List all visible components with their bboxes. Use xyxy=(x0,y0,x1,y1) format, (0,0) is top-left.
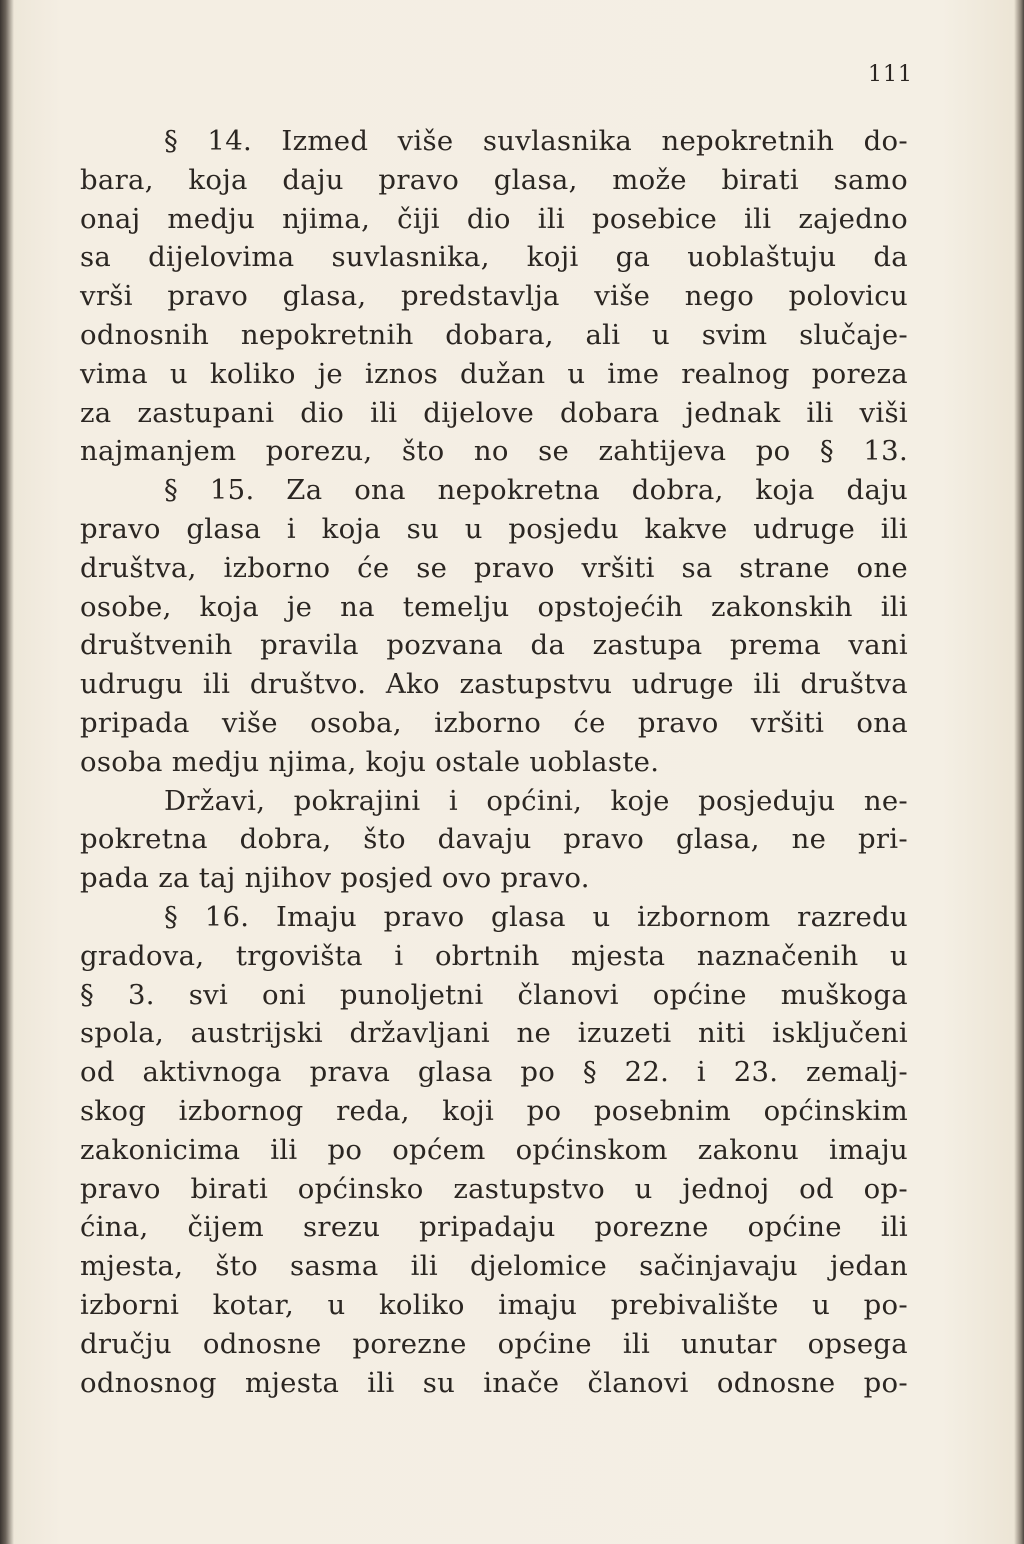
text-line: onaj medju njima, čiji dio ili posebice ili zajedno xyxy=(80,202,908,235)
text-line: vrši pravo glasa, predstavlja više nego polovicu xyxy=(80,280,908,313)
text-line: § 15. Za ona nepokretna dobra, koja daju xyxy=(164,474,908,507)
text-line: zakonicima ili po općem općinskom zakonu imaju xyxy=(80,1133,908,1166)
text-line: § 3. svi oni punoljetni članovi općine muškoga xyxy=(80,978,908,1011)
text-line: § 16. Imaju pravo glasa u izbornom razredu xyxy=(164,900,908,933)
text-line: spola, austrijski državljani ne izuzeti niti isključeni xyxy=(80,1017,908,1050)
page-edge xyxy=(1014,0,1024,1544)
text-line: sa dijelovima suvlasnika, koji ga uoblaštuju da xyxy=(80,241,908,274)
text-line: društva, izborno će se pravo vršiti sa strane one xyxy=(80,551,908,584)
text-line: bara, koja daju pravo glasa, može birati samo xyxy=(80,163,908,196)
text-line: skog izbornog reda, koji po posebnim općinskim xyxy=(80,1094,908,1127)
text-line: pripada više osoba, izborno će pravo vršiti ona xyxy=(80,706,908,739)
text-line: dručju odnosne porezne općine ili unutar opsega xyxy=(80,1327,908,1360)
text-line: pravo glasa i koja su u posjedu kakve udruge ili xyxy=(80,512,908,545)
text-line: osobe, koja je na temelju opstojećih zakonskih ili xyxy=(80,590,908,623)
text-line: Državi, pokrajini i općini, koje posjeduju ne- xyxy=(164,784,908,817)
text-line: odnosnih nepokretnih dobara, ali u svim slučaje- xyxy=(80,318,908,351)
page-number: 111 xyxy=(868,62,913,87)
text-line: od aktivnoga prava glasa po § 22. i 23. zemalj- xyxy=(80,1056,908,1089)
text-line: društvenih pravila pozvana da zastupa prema vani xyxy=(80,629,908,662)
text-line: mjesta, što sasma ili djelomice sačinjavaju jedan xyxy=(80,1250,908,1283)
text-line: gradova, trgovišta i obrtnih mjesta naznačenih u xyxy=(80,939,908,972)
text-line: ćina, čijem srezu pripadaju porezne općine ili xyxy=(80,1211,908,1244)
text-line: vima u koliko je iznos dužan u ime realnog poreza xyxy=(80,357,908,390)
body-text xyxy=(80,122,908,1402)
text-line: udrugu ili društvo. Ako zastupstvu udruge ili društva xyxy=(80,668,908,701)
text-line: izborni kotar, u koliko imaju prebivalište u po- xyxy=(80,1288,908,1321)
text-line: pokretna dobra, što davaju pravo glasa, ne pri- xyxy=(80,823,908,856)
text-line: pada za taj njihov posjed ovo pravo. xyxy=(80,862,590,895)
text-line: za zastupani dio ili dijelove dobara jednak ili viši xyxy=(80,396,908,429)
text-line: osoba medju njima, koju ostale uoblaste. xyxy=(80,745,660,778)
binding-gutter xyxy=(0,0,14,1544)
text-line: § 14. Izmed više suvlasnika nepokretnih do- xyxy=(164,125,908,157)
text-line: pravo birati općinsko zastupstvo u jednoj od op- xyxy=(80,1172,908,1205)
text-line: najmanjem porezu, što no se zahtijeva po § 13. xyxy=(80,435,908,468)
text-line: odnosnog mjesta ili su inače članovi odnosne po- xyxy=(80,1366,908,1399)
